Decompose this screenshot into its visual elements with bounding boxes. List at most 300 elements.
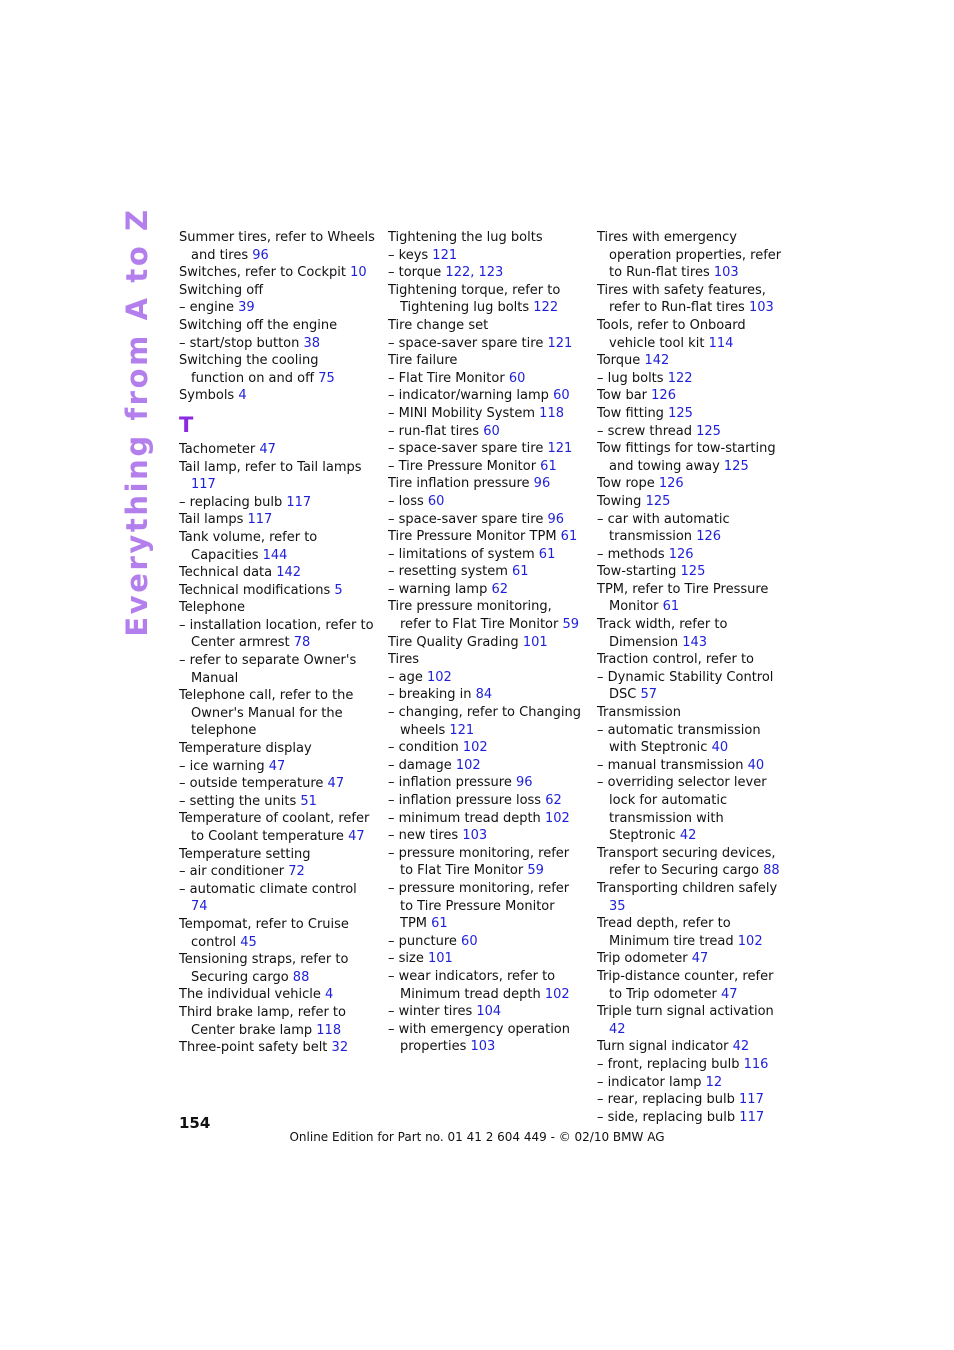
index-entry [388,774,584,792]
page-reference-link[interactable]: 125 [696,423,721,439]
index-entry-text: Switching the cooling function on and off [179,353,319,386]
index-entry [388,950,584,968]
index-entry-text: – replacing bulb [179,494,287,510]
page-reference-link[interactable]: 143 [682,634,708,650]
page-reference-link[interactable]: 103 [470,1039,496,1055]
index-entry-text: – damage [388,757,456,773]
index-entry-text: – methods [597,546,669,562]
index-column-3 [597,229,787,1126]
page-reference-link[interactable]: 62 [545,793,562,808]
page-reference-link[interactable]: 88 [763,863,780,879]
index-entry [388,933,584,951]
page-reference-link[interactable]: 126 [696,529,722,545]
index-entry-text: – indicator lamp [597,1074,706,1090]
index-entry [179,1039,375,1057]
index-entry [179,299,375,317]
index-entry [388,387,584,405]
index-entry [388,440,584,458]
page-reference-link[interactable]: 72 [288,864,305,880]
index-entry-text: Telephone [179,600,246,616]
page-reference-link[interactable]: 126 [651,388,676,404]
index-entry-text: – space-saver spare tire [388,335,548,351]
page-reference-link[interactable]: 125 [723,458,749,474]
index-entry-text: Tow fitting [597,405,669,421]
index-entry [597,669,787,704]
page-reference-link[interactable]: 117 [739,1092,764,1108]
index-entry-text: Three-point safety belt [179,1040,332,1056]
index-entry-text: – new tires [388,828,463,844]
page-reference-link[interactable]: 40 [747,757,765,773]
index-entry-text: Technical data [179,565,277,581]
index-entry [388,669,584,687]
index-entry-text: – warning lamp [388,581,492,597]
index-entry-text: – rear, replacing bulb [597,1092,740,1108]
page-reference-link[interactable]: 122 [667,370,693,386]
index-entry [388,247,584,265]
page-reference-link[interactable]: 62 [491,581,508,597]
sidebar-title-text: Everything from A to Z [120,207,154,637]
index-entry-text: – run-flat tires [388,423,484,439]
page-reference-link[interactable]: 61 [431,916,448,932]
index-entry-text: Track width, refer to Dimension [597,617,728,650]
page-reference-link[interactable]: 118 [539,405,564,421]
index-entry [597,563,787,581]
index-entry-text: – inflation pressure [388,775,516,791]
page-reference-link[interactable]: 47 [327,776,345,792]
index-entry [388,581,584,599]
index-entry-text: – setting the units [179,793,301,809]
footer-edition-note: Online Edition for Part no. 01 41 2 604 449 - © 02/10 BMW AG [289,1130,665,1144]
index-entry-text: Tire failure [388,353,458,369]
index-entry [388,511,584,529]
page-reference-link[interactable]: 51 [300,793,317,809]
index-entry [388,229,584,247]
index-entry-text: – space-saver spare tire [388,441,548,457]
page-reference-link[interactable]: 117 [247,512,273,528]
index-entry [388,968,584,1003]
index-entry-text: – overriding selector lever lock for automatic transmission with Steptronic [597,775,767,844]
index-entry [597,317,787,352]
page-reference-link[interactable]: 104 [476,1004,502,1020]
page-reference-link[interactable]: 117 [191,477,216,493]
page-reference-link[interactable]: 39 [238,300,255,316]
page-reference-link[interactable]: 38 [303,335,321,351]
page-reference-link[interactable]: 59 [527,863,544,879]
index-entry [597,475,787,493]
index-entry-text: Tow bar [597,388,652,404]
index-entry-text: – pressure monitoring, refer to Flat Tire Monitor [388,845,570,879]
index-entry [597,1003,787,1038]
index-entry-text: Traction control, refer to [597,652,755,668]
page-reference-link[interactable]: 47 [720,986,738,1002]
index-entry [179,511,375,529]
index-entry [597,352,787,370]
index-entry-text: – space-saver spare tire [388,511,548,527]
index-entry [179,599,375,617]
index-entry [597,387,787,405]
page-reference-link[interactable]: 60 [461,933,478,949]
index-entry-text: – size [388,951,428,967]
index-entry [597,1038,787,1056]
index-entry-text: Temperature of coolant, refer to Coolant temperature [179,811,370,844]
index-column-2 [388,229,584,1056]
index-entry [179,916,375,951]
page-reference-link[interactable]: 96 [547,511,564,527]
index-entry-text: Tires [388,652,419,668]
page-reference-link[interactable]: 12 [705,1074,723,1090]
page-reference-link[interactable]: 102 [426,669,452,685]
index-entry-text: – breaking in [388,687,476,703]
page-reference-link[interactable]: 60 [508,370,526,386]
index-entry-text: TPM, refer to Tire Pressure Monitor [597,581,769,615]
index-entry [388,317,584,335]
page-reference-link[interactable]: 61 [512,564,529,580]
page-reference-link[interactable]: 61 [540,458,557,474]
index-entry-text: Transmission [597,705,681,721]
page-reference-link[interactable]: 102 [544,986,570,1002]
index-entry [597,423,787,441]
index-entry-text: – automatic climate control [179,881,357,897]
page-reference-link[interactable]: 4 [238,388,247,404]
page-reference-link[interactable]: 78 [293,635,311,651]
index-entry [388,546,584,564]
index-entry [179,986,375,1004]
index-entry-text: Tire Pressure Monitor TPM [388,529,561,545]
page-reference-link[interactable]: 142 [644,353,670,369]
index-entry-text: – lug bolts [597,370,668,386]
index-entry-text: – limitations of system [388,546,539,562]
index-entry [388,792,584,810]
page-reference-link[interactable]: 96 [533,476,551,492]
page-reference-link[interactable]: 114 [708,335,734,351]
index-entry [597,511,787,546]
index-entry [388,475,584,493]
page-reference-link[interactable]: 47 [259,441,276,457]
index-entry-text: Tow-starting [597,564,681,580]
index-entry [388,458,584,476]
page-reference-link[interactable]: 116 [743,1056,769,1072]
page-reference-link[interactable]: 61 [662,599,680,615]
index-entry-text: – start/stop button [179,335,304,351]
page-reference-link[interactable]: 84 [475,687,493,703]
index-entry-text: Tightening the lug bolts [388,230,543,245]
index-entry-text: The individual vehicle [179,987,325,1003]
index-entry [179,529,375,564]
page-reference-link[interactable]: 74 [191,899,208,915]
index-entry [388,704,584,739]
index-entry [388,528,584,546]
index-entry [179,264,375,282]
index-entry-text: – resetting system [388,564,513,580]
index-entry-text: Third brake lamp, refer to Center brake lamp [179,1004,346,1038]
index-entry-text: – car with automatic transmission [597,511,730,545]
index-entry [388,405,584,423]
index-entry-text: – installation location, refer to Center armrest [179,617,374,651]
index-entry [388,810,584,828]
index-entry-text: – indicator/warning lamp [388,388,554,404]
index-entry-text: Trip odometer [597,951,692,967]
page-reference-link[interactable]: 61 [560,529,578,545]
page-reference-link[interactable]: 117 [286,494,312,510]
page-reference-link[interactable]: 96 [515,775,533,791]
page-reference-link[interactable]: 144 [262,547,288,563]
index-entry-text: Telephone call, refer to the Owner's Manual for the telephone [179,688,354,739]
index-entry [179,881,375,916]
index-entry [179,1004,375,1039]
index-entry-text: Tires with safety features, refer to Run-flat tires [597,282,766,316]
index-entry [597,616,787,651]
page-reference-link[interactable]: 42 [679,828,697,844]
index-entry [179,582,375,600]
index-entry [597,1056,787,1074]
index-entry [179,758,375,776]
index-entry [388,264,584,282]
index-entry [388,827,584,845]
page-reference-link[interactable]: 121 [547,441,573,457]
page-reference-link[interactable]: 102 [462,740,488,756]
index-entry [179,740,375,758]
index-entry-text: Symbols [179,388,239,404]
index-entry [179,793,375,811]
index-entry-text: – outside temperature [179,776,328,792]
index-entry-text: – pressure monitoring, refer to Tire Pressure Monitor TPM [388,880,570,932]
index-entry-text: – minimum tread depth [388,810,545,826]
page-reference-link[interactable]: 60 [553,388,570,404]
index-entry-text: Tread depth, refer to Minimum tire tread [597,916,738,949]
page-reference-link[interactable]: 47 [691,951,709,967]
index-letter-heading: T [179,412,194,437]
index-entry [597,581,787,616]
index-entry [597,405,787,423]
index-entry [597,845,787,880]
index-entry [179,687,375,740]
index-entry [388,845,584,880]
index-entry [388,335,584,353]
page-reference-link[interactable]: 47 [268,758,286,774]
index-entry-text: Towing [597,493,646,509]
page-reference-link[interactable]: 102 [455,757,481,773]
index-entry [179,441,375,459]
index-entry [179,863,375,881]
index-entry-text: – front, replacing bulb [597,1056,744,1072]
index-entry [179,282,375,300]
index-entry-text: Tachometer [179,441,260,457]
index-entry-text: – Tire Pressure Monitor [388,458,541,474]
index-entry [179,317,375,335]
index-entry [597,968,787,1003]
index-entry [179,810,375,845]
index-entry-text: Temperature display [179,741,312,757]
page-reference-link[interactable]: 60 [483,423,500,439]
page-reference-link[interactable]: 60 [427,493,445,509]
index-entry-text: – manual transmission [597,757,748,773]
index-entry-text: – loss [388,493,428,509]
index-entry [388,757,584,775]
page-reference-link[interactable]: 126 [668,546,694,562]
index-entry-text: Tail lamp, refer to Tail lamps [179,459,362,475]
index-entry-text: – Flat Tire Monitor [388,370,509,386]
index-entry-text: Switching off [179,282,264,298]
page-reference-link[interactable]: 125 [668,405,693,421]
page-reference-link[interactable]: 47 [348,829,365,844]
page-reference-link[interactable]: 10 [350,265,367,281]
index-entry [597,915,787,950]
section-sidebar-title [117,207,157,637]
index-entry-text: – condition [388,740,463,756]
page-reference-link[interactable]: 88 [292,969,310,985]
index-entry [388,1021,584,1056]
index-entry [388,651,584,669]
page-reference-link[interactable]: 96 [252,247,269,263]
index-entry-text: – automatic transmission with Steptronic [597,722,761,756]
index-entry [388,634,584,652]
index-entry [179,846,375,864]
index-entry-text: – winter tires [388,1004,477,1020]
index-entry-text: Turn signal indicator [597,1039,733,1055]
page-reference-link[interactable]: 117 [739,1109,765,1125]
index-entry [597,1074,787,1092]
index-entry [179,229,375,264]
index-entry [388,352,584,370]
index-entry-text: – changing, refer to Changing wheels [388,705,582,738]
index-entry [388,880,584,933]
index-entry-text: – refer to separate Owner's Manual [179,653,357,686]
index-entry [597,774,787,844]
index-column-1 [179,229,375,1057]
index-entry [597,950,787,968]
index-entry-text: – MINI Mobility System [388,405,540,421]
page-reference-link[interactable]: 121 [432,247,458,263]
page-reference-link[interactable]: 103 [713,265,739,281]
page-reference-link[interactable]: 5 [334,582,343,598]
index-entry-text: Tow fittings for tow-starting and towing away [597,441,776,474]
page-reference-link[interactable]: 101 [427,951,453,967]
page-reference-link[interactable]: 103 [462,828,488,844]
page-number: 154 [179,1114,211,1132]
page-reference-link[interactable]: 102 [737,933,763,949]
index-entry-text: – Dynamic Stability Control DSC [597,669,774,703]
index-entry-text: Tire change set [388,317,489,333]
index-entry-text: Tires with emergency operation properties, refer to Run-flat tires [597,230,782,281]
index-entry [179,617,375,652]
index-entry-text: – ice warning [179,758,269,774]
index-entry-text: Tightening torque, refer to Tightening lug bolts [388,282,561,316]
index-entry [388,739,584,757]
index-entry [179,494,375,512]
page-reference-link[interactable]: 45 [240,934,257,950]
index-entry [388,1003,584,1021]
index-entry [597,704,787,722]
page-reference-link[interactable]: 40 [711,740,729,756]
page-reference-link[interactable]: 125 [680,564,706,580]
page-reference-link[interactable]: 142 [276,565,302,581]
index-entry-text: Summer tires, refer to Wheels and tires [179,230,375,263]
index-entry [597,440,787,475]
index-entry [179,951,375,986]
page-reference-link[interactable]: 103 [748,300,774,316]
page-reference-link[interactable]: 125 [645,493,671,509]
index-entry [388,598,584,633]
page-reference-link[interactable]: 121 [547,335,573,351]
index-entry-text: Tail lamps [179,512,248,528]
index-entry [597,1091,787,1109]
index-entry-text: Tempomat, refer to Cruise control [179,916,349,950]
index-entry-text: – air conditioner [179,864,289,880]
index-entry-text: Tow rope [597,476,659,492]
index-entry [597,282,787,317]
index-entry-text: Tire Quality Grading [388,634,523,650]
index-entry-text: – screw thread [597,423,697,439]
index-entry-text: – wear indicators, refer to Minimum tread depth [388,968,556,1002]
index-entry-text: – engine [179,300,239,316]
page-reference-link[interactable]: 4 [324,987,334,1003]
index-entry-text: – torque [388,265,446,281]
index-entry-text: Technical modifications [179,582,335,598]
index-entry-text: – age [388,669,427,685]
index-entry [179,652,375,687]
page-reference-link[interactable]: 122 [533,300,559,316]
index-entry [388,493,584,511]
page-reference-link[interactable]: 57 [640,687,658,703]
index-entry-text: – with emergency operation properties [388,1021,570,1055]
index-entry [388,563,584,581]
index-entry-text: Temperature setting [179,846,311,862]
index-entry [597,370,787,388]
index-entry [179,352,375,387]
index-entry-text: Switching off the engine [179,317,338,333]
index-entry [179,564,375,582]
index-entry [179,775,375,793]
index-entry-text: Tank volume, refer to Capacities [179,529,318,563]
index-entry [388,282,584,317]
index-entry [388,686,584,704]
index-entry-text: Transport securing devices, refer to Securing cargo [597,845,776,879]
page-reference-link[interactable]: 42 [609,1021,626,1037]
index-entry-text: Torque [597,353,645,369]
index-entry-text: Trip-distance counter, refer to Trip odometer [597,968,774,1002]
page-reference-link[interactable]: 121 [449,722,475,738]
page-reference-link[interactable]: 123 [478,265,504,281]
index-entry [597,229,787,282]
index-entry-text: Tensioning straps, refer to Securing cargo [179,952,349,985]
page-reference-link[interactable]: 101 [522,634,548,650]
index-entry [597,546,787,564]
page-reference-link[interactable]: 61 [538,546,556,562]
page-reference-link[interactable]: 102 [544,810,570,826]
page-reference-link[interactable]: 42 [732,1039,750,1055]
index-entry [388,423,584,441]
index-entry-text: – puncture [388,933,462,949]
index-entry [597,722,787,757]
page-reference-link[interactable]: 32 [331,1040,349,1056]
index-entry [597,493,787,511]
index-entry [597,757,787,775]
page-reference-link[interactable]: 75 [318,370,335,386]
index-entry [597,651,787,669]
page-ref-separator: , [470,265,479,281]
index-entry [179,335,375,353]
index-entry [179,387,375,405]
page-reference-link[interactable]: 59 [562,617,580,633]
index-entry [597,1109,787,1127]
page-reference-link[interactable]: 118 [316,1022,342,1038]
page-reference-link[interactable]: 126 [658,476,684,492]
page-reference-link[interactable]: 35 [609,898,626,914]
index-entry [179,459,375,494]
index-entry-text: Transporting children safely [597,880,778,896]
page-reference-link[interactable]: 122 [445,265,471,281]
index-entry-text: – keys [388,247,433,263]
